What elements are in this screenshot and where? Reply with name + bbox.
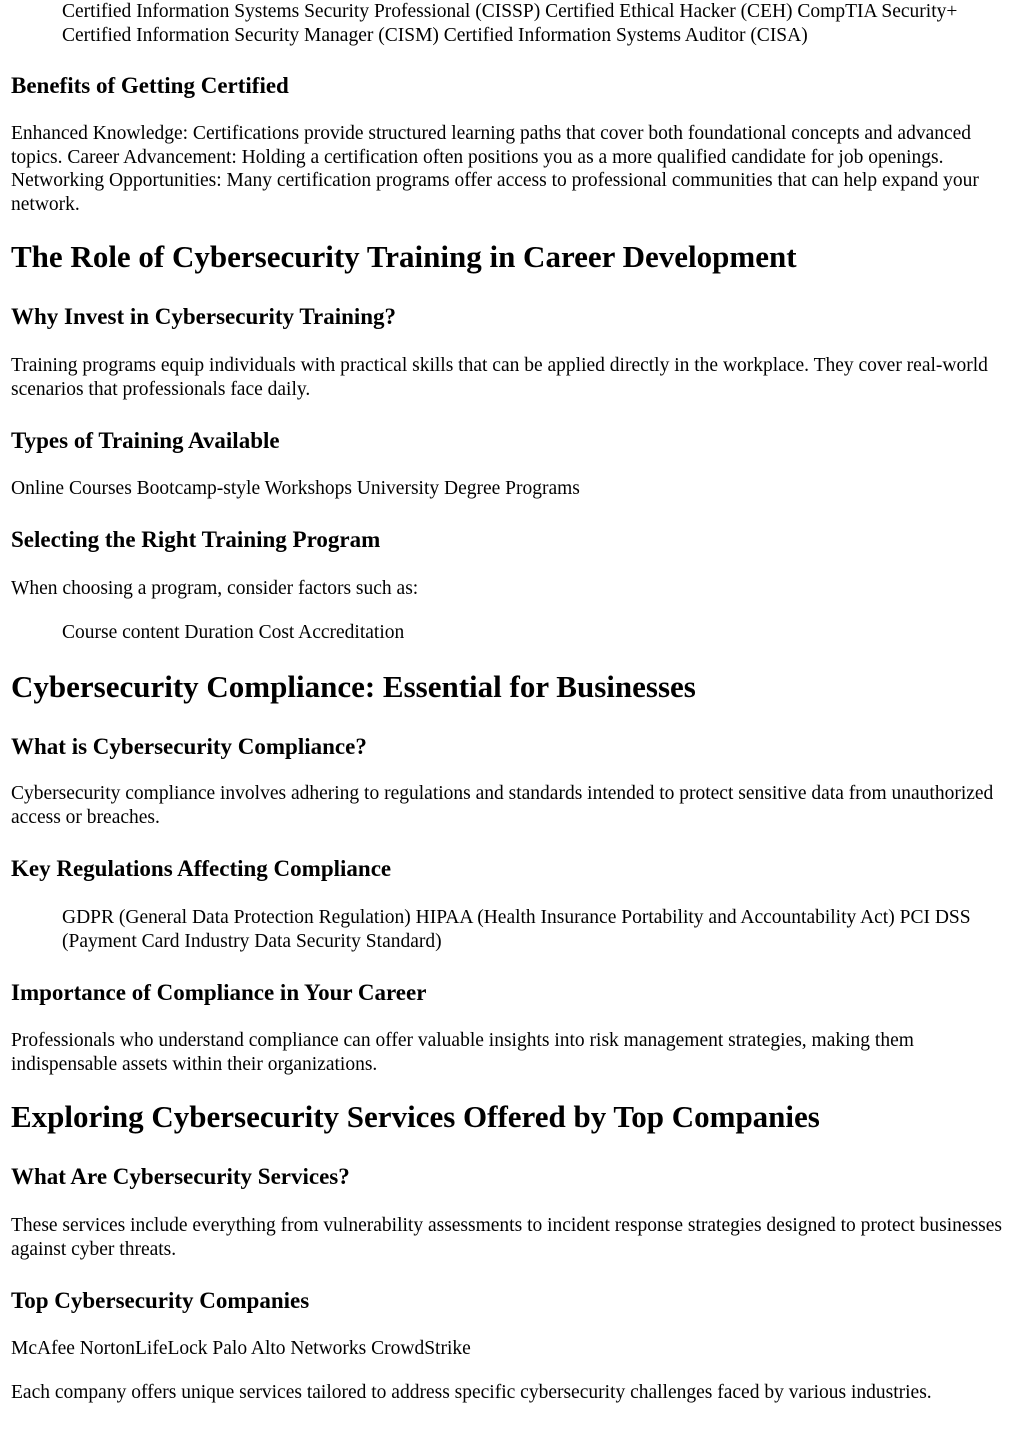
what-compliance-paragraph: Cybersecurity compliance involves adhering to regulations and standards intended to protect sensitive data from unauthorized access or breaches. [11,783,994,828]
regulations-list: GDPR (General Data Protection Regulation) HIPAA (Health Insurance Portability and Accountability Act) PCI DSS (Payment Card Industry Data Security Standard) [62,907,971,952]
services-closing-paragraph: Each company offers unique services tailored to address specific cybersecurity challenges faced by various industries. [11,1382,932,1403]
select-training-heading: Selecting the Right Training Program [11,527,381,552]
compliance-section-title: Cybersecurity Compliance: Essential for Businesses [11,669,696,704]
top-companies-heading: Top Cybersecurity Companies [11,1288,310,1313]
certifications-list: Certified Information Systems Security Professional (CISSP) Certified Ethical Hacker (CEH) CompTIA Security+ Certified Information Security Manager (CISM) Certified Information Systems Auditor (CISA) [62,1,958,46]
select-training-intro: When choosing a program, consider factors such as: [11,578,419,599]
training-factors-list: Course content Duration Cost Accreditation [62,622,405,643]
companies-list: McAfee NortonLifeLock Palo Alto Networks CrowdStrike [11,1338,471,1359]
what-services-heading: What Are Cybersecurity Services? [11,1164,350,1189]
benefits-heading: Benefits of Getting Certified [11,73,289,98]
why-training-heading: Why Invest in Cybersecurity Training? [11,304,397,329]
compliance-importance-heading: Importance of Compliance in Your Career [11,980,427,1005]
services-section-title: Exploring Cybersecurity Services Offered by Top Companies [11,1099,820,1134]
training-section-title: The Role of Cybersecurity Training in Career Development [11,239,797,274]
compliance-importance-paragraph: Professionals who understand compliance can offer valuable insights into risk management strategies, making them indispensable assets within their organizations. [11,1030,914,1075]
what-services-paragraph: These services include everything from vulnerability assessments to incident response strategies designed to protect businesses against cyber threats. [11,1215,1002,1260]
training-types-list: Online Courses Bootcamp-style Workshops University Degree Programs [11,478,580,499]
training-types-heading: Types of Training Available [11,428,280,453]
what-compliance-heading: What is Cybersecurity Compliance? [11,734,367,759]
why-training-paragraph: Training programs equip individuals with practical skills that can be applied directly in the workplace. They cover real-world scenarios that professionals face daily. [11,355,988,400]
regulations-heading: Key Regulations Affecting Compliance [11,856,392,881]
benefits-paragraph: Enhanced Knowledge: Certifications provide structured learning paths that cover both foundational concepts and advanced topics. Career Advancement: Holding a certification often positions you as a more qualified candidate for job openings. Networking Opportunities: Many certification programs offer access to professional communities that can help expand your network. [11,123,979,215]
